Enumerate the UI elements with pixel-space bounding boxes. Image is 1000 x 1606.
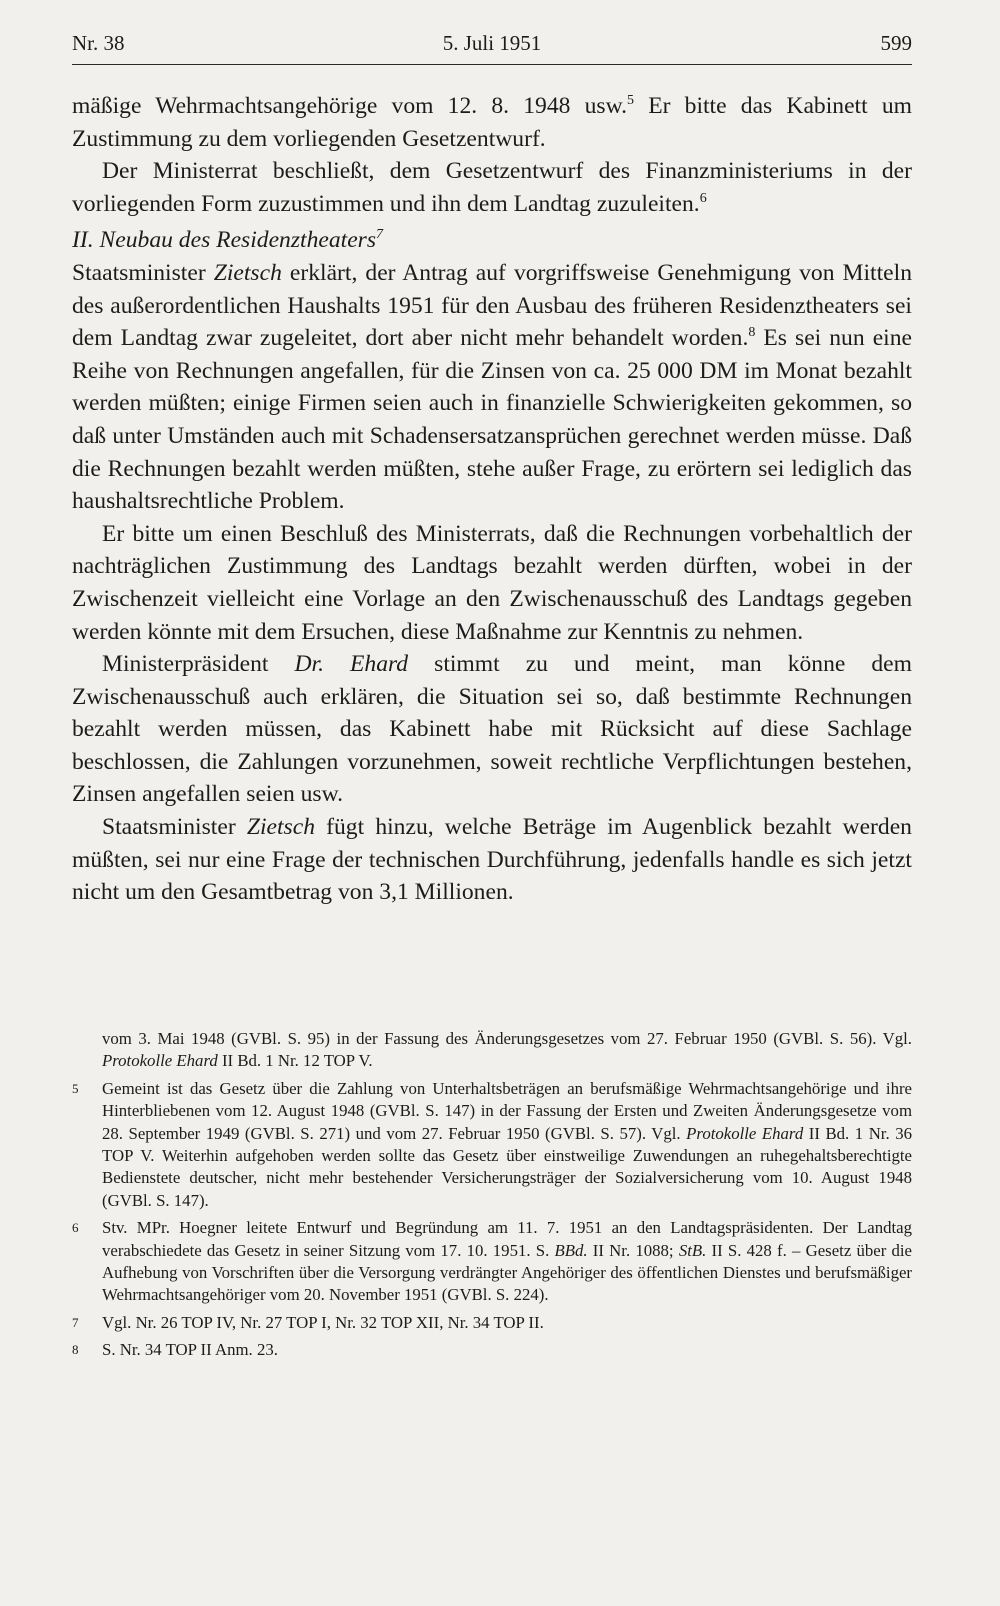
- footnote-7: 7 Vgl. Nr. 26 TOP IV, Nr. 27 TOP I, Nr. 32 TOP XII, Nr. 34 TOP II.: [72, 1312, 912, 1334]
- footnote-ref: 6: [699, 190, 707, 206]
- footnote-number: 6: [72, 1220, 79, 1236]
- paragraph: Staatsminister Zietsch fügt hinzu, welche Beträge im Augenblick bezahlt werden müßten, sei nur eine Frage der technischen Durchführung, jedenfalls handle es sich jetzt nicht um den Gesamtbetrag von 3,1 Millionen.: [72, 814, 912, 906]
- issue-date: 5. Juli 1951: [442, 31, 542, 55]
- footnote-5: 5 Gemeint ist das Gesetz über die Zahlung von Unterhaltsbeträgen an berufsmäßige Wehrmachtsangehörige und ihre Hinterbliebenen vom 12. August 1948 (GVBl. S. 147) in der Fassung der Ersten und Zweiten Änderungsgesetze vom 28. September 1949 (GVBl. S. 271) und vom 27. Februar 1950 (GVBl. S. 57). Vgl. Protokolle Ehard II Bd. 1 Nr. 36 TOP V. Weiterhin aufgehoben werden sollte das Gesetz über einstweilige Zuwendungen an ruhegehaltsberechtigte Bedienstete deutscher, nicht mehr bestehender Versicherungsträger der Sozialversicherung vom 10. August 1948 (GVBl. S. 147).: [72, 1078, 912, 1210]
- page-number: 599: [880, 31, 912, 55]
- paragraph: Ministerpräsident Dr. Ehard stimmt zu und meint, man könne dem Zwischenausschuß auch erklären, die Situation sei so, daß bestimmte Rechnungen bezahlt werden müssen, das Kabinett habe mit Rücksicht auf diese Sachlage beschlossen, die Zahlungen vorzunehmen, soweit rechtliche Verpflichtungen bestehen, Zinsen angefallen seien usw.: [72, 651, 913, 808]
- main-text: [72, 90, 912, 909]
- header-rule: [72, 64, 912, 65]
- footnote-ref: 7: [376, 227, 384, 243]
- footnotes: [72, 1028, 912, 1367]
- footnote-ref: 5: [627, 93, 634, 108]
- section-heading: II. Neubau des Residenztheaters$^7$: [72, 227, 384, 254]
- footnote-number: 5: [72, 1080, 79, 1096]
- paragraph: Der Ministerrat beschließt, dem Gesetzentwurf des Finanzministeriums in der vorliegenden Form zuzustimmen und ihn dem Landtag zuzuleiten.$^6$: [72, 158, 912, 217]
- person-name: Zietsch: [246, 814, 315, 841]
- footnote-number: 8: [72, 1342, 79, 1358]
- running-head: [72, 26, 912, 60]
- person-name: Zietsch: [213, 259, 282, 286]
- paragraph: Er bitte um einen Beschluß des Ministerrats, daß die Rechnungen vorbehaltlich der nachträglichen Zustimmung des Landtags bezahlt werden dürften, wobei in der Zwischenzeit vielleicht eine Vorlage an den Zwischenausschuß des Landtags gegeben werden könnte mit dem Ersuchen, diese Maßnahme zur Kenntnis zu nehmen.: [72, 520, 912, 645]
- footnote-continuation: vom 3. Mai 1948 (GVBl. S. 95) in der Fassung des Änderungsgesetzes vom 27. Februar 1950 (GVBl. S. 56). Vgl. Protokolle Ehard II Bd. 1 Nr. 12 TOP V.: [102, 1029, 912, 1071]
- footnote-6: 6 Stv. MPr. Hoegner leitete Entwurf und Begründung am 11. 7. 1951 an den Landtagspräsidenten. Der Landtag verabschiedete das Gesetz in seiner Sitzung vom 17. 10. 1951. S. BBd. II Nr. 1088; StB. II S. 428 f. – Gesetz über die Aufhebung von Vorschriften über die Versorgung verdrängter Angehöriger des öffentlichen Dienstes und berufsmäßiger Wehrmachtsangehöriger vom 20. November 1951 (GVBl. S. 224).: [72, 1218, 913, 1305]
- paragraph: Staatsminister Zietsch erklärt, der Antrag auf vorgriffsweise Genehmigung von Mitteln des außerordentlichen Haushalts 1951 für den Ausbau des früheren Residenztheaters sei dem Landtag zwar zugeleitet, dort aber nicht mehr behandelt worden.$^8$ Es sei nun eine Reihe von Rechnungen angefallen, für die Zinsen von ca. 25 000 DM im Monat bezahlt werden müßten; einige Firmen seien auch in finanzielle Schwierigkeiten gekommen, so daß unter Umständen auch mit Schadensersatzansprüchen gerechnet werden müsse. Daß die Rechnungen bezahlt werden müßten, stehe außer Frage, zu erörtern sei lediglich das haushaltsrechtliche Problem.: [72, 259, 912, 515]
- person-name: Dr. Ehard: [294, 651, 409, 678]
- footnote-8: 8 S. Nr. 34 TOP II Anm. 23.: [72, 1339, 912, 1361]
- paragraph: mäßige Wehrmachtsangehörige vom 12. 8. 1948 usw.$^5$ Er bitte das Kabinett um Zustimmung zu dem vorliegenden Gesetzentwurf.: [72, 93, 912, 152]
- footnote-ref: 8: [748, 325, 756, 341]
- issue-number: Nr. 38: [72, 31, 125, 55]
- footnote-number: 7: [72, 1314, 79, 1330]
